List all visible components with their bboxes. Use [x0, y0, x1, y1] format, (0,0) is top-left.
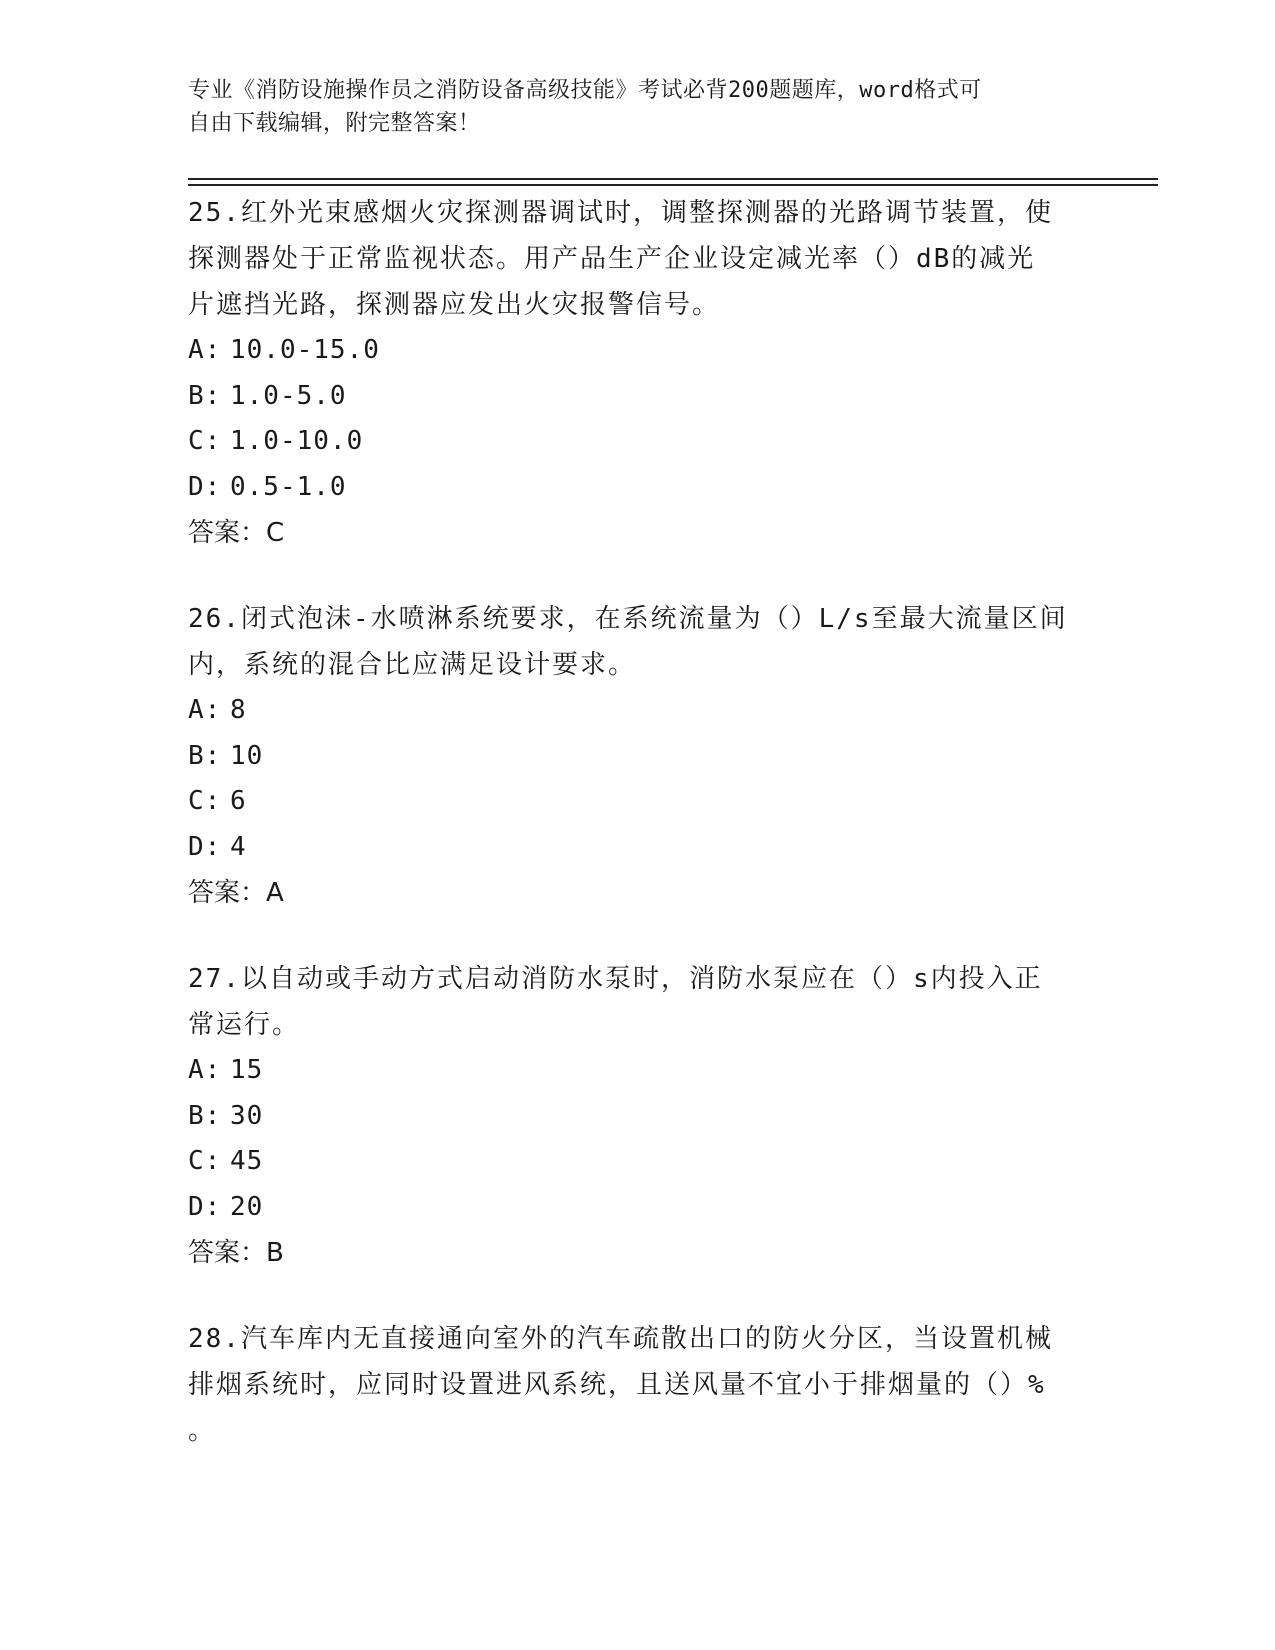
question-text — [188, 190, 1088, 328]
question-text — [188, 596, 1088, 688]
question-text — [188, 1316, 1088, 1454]
question-line: 。 — [188, 1416, 217, 1446]
question-line: 26.闭式泡沫-水喷淋系统要求，在系统流量为（）L/s至最大流量区间 — [188, 604, 1068, 634]
question-26 — [188, 596, 1088, 916]
option-d: D: 20 — [188, 1191, 264, 1222]
option-c: C: 6 — [188, 786, 247, 816]
option-b: B: 1.0-5.0 — [188, 380, 347, 411]
option-d: D: 4 — [188, 831, 247, 862]
question-line: 27.以自动或手动方式启动消防水泵时，消防水泵应在（）s内投入正 — [188, 964, 1043, 994]
question-line: 28.汽车库内无直接通向室外的汽车疏散出口的防火分区，当设置机械 — [188, 1324, 1053, 1354]
option-b: B: 30 — [188, 1100, 264, 1131]
question-line: 内，系统的混合比应满足设计要求。 — [188, 650, 637, 680]
document-header — [188, 74, 1068, 140]
question-text — [188, 956, 1088, 1048]
option-d: D: 0.5-1.0 — [188, 471, 347, 502]
question-line: 片遮挡光路，探测器应发出火灾报警信号。 — [188, 290, 721, 320]
answer-line: 答案：A — [188, 878, 284, 908]
option-b: B: 10 — [188, 740, 264, 771]
question-line: 25.红外光束感烟火灾探测器调试时，调整探测器的光路调节装置，使 — [188, 198, 1053, 228]
question-list — [188, 190, 1088, 1494]
question-27 — [188, 956, 1088, 1276]
answer-line: 答案：B — [188, 1238, 284, 1268]
option-c: C: 45 — [188, 1146, 264, 1176]
question-line: 排烟系统时，应同时设置进风系统，且送风量不宜小于排烟量的（）% — [188, 1370, 1046, 1400]
option-a: A: 10.0-15.0 — [188, 335, 380, 365]
header-divider-top — [188, 178, 1158, 180]
header-line-1: 专业《消防设施操作员之消防设备高级技能》考试必背200题题库，word格式可 — [188, 78, 982, 103]
header-divider-bottom — [188, 184, 1158, 186]
answer-line: 答案：C — [188, 518, 285, 548]
question-25 — [188, 190, 1088, 556]
question-line: 常运行。 — [188, 1010, 301, 1040]
option-c: C: 1.0-10.0 — [188, 426, 364, 456]
question-28 — [188, 1316, 1088, 1454]
question-line: 探测器处于正常监视状态。用产品生产企业设定减光率（）dB的减光 — [188, 244, 1036, 274]
header-line-2: 自由下载编辑，附完整答案！ — [188, 111, 481, 136]
option-a: A: 8 — [188, 695, 247, 725]
option-a: A: 15 — [188, 1055, 264, 1085]
